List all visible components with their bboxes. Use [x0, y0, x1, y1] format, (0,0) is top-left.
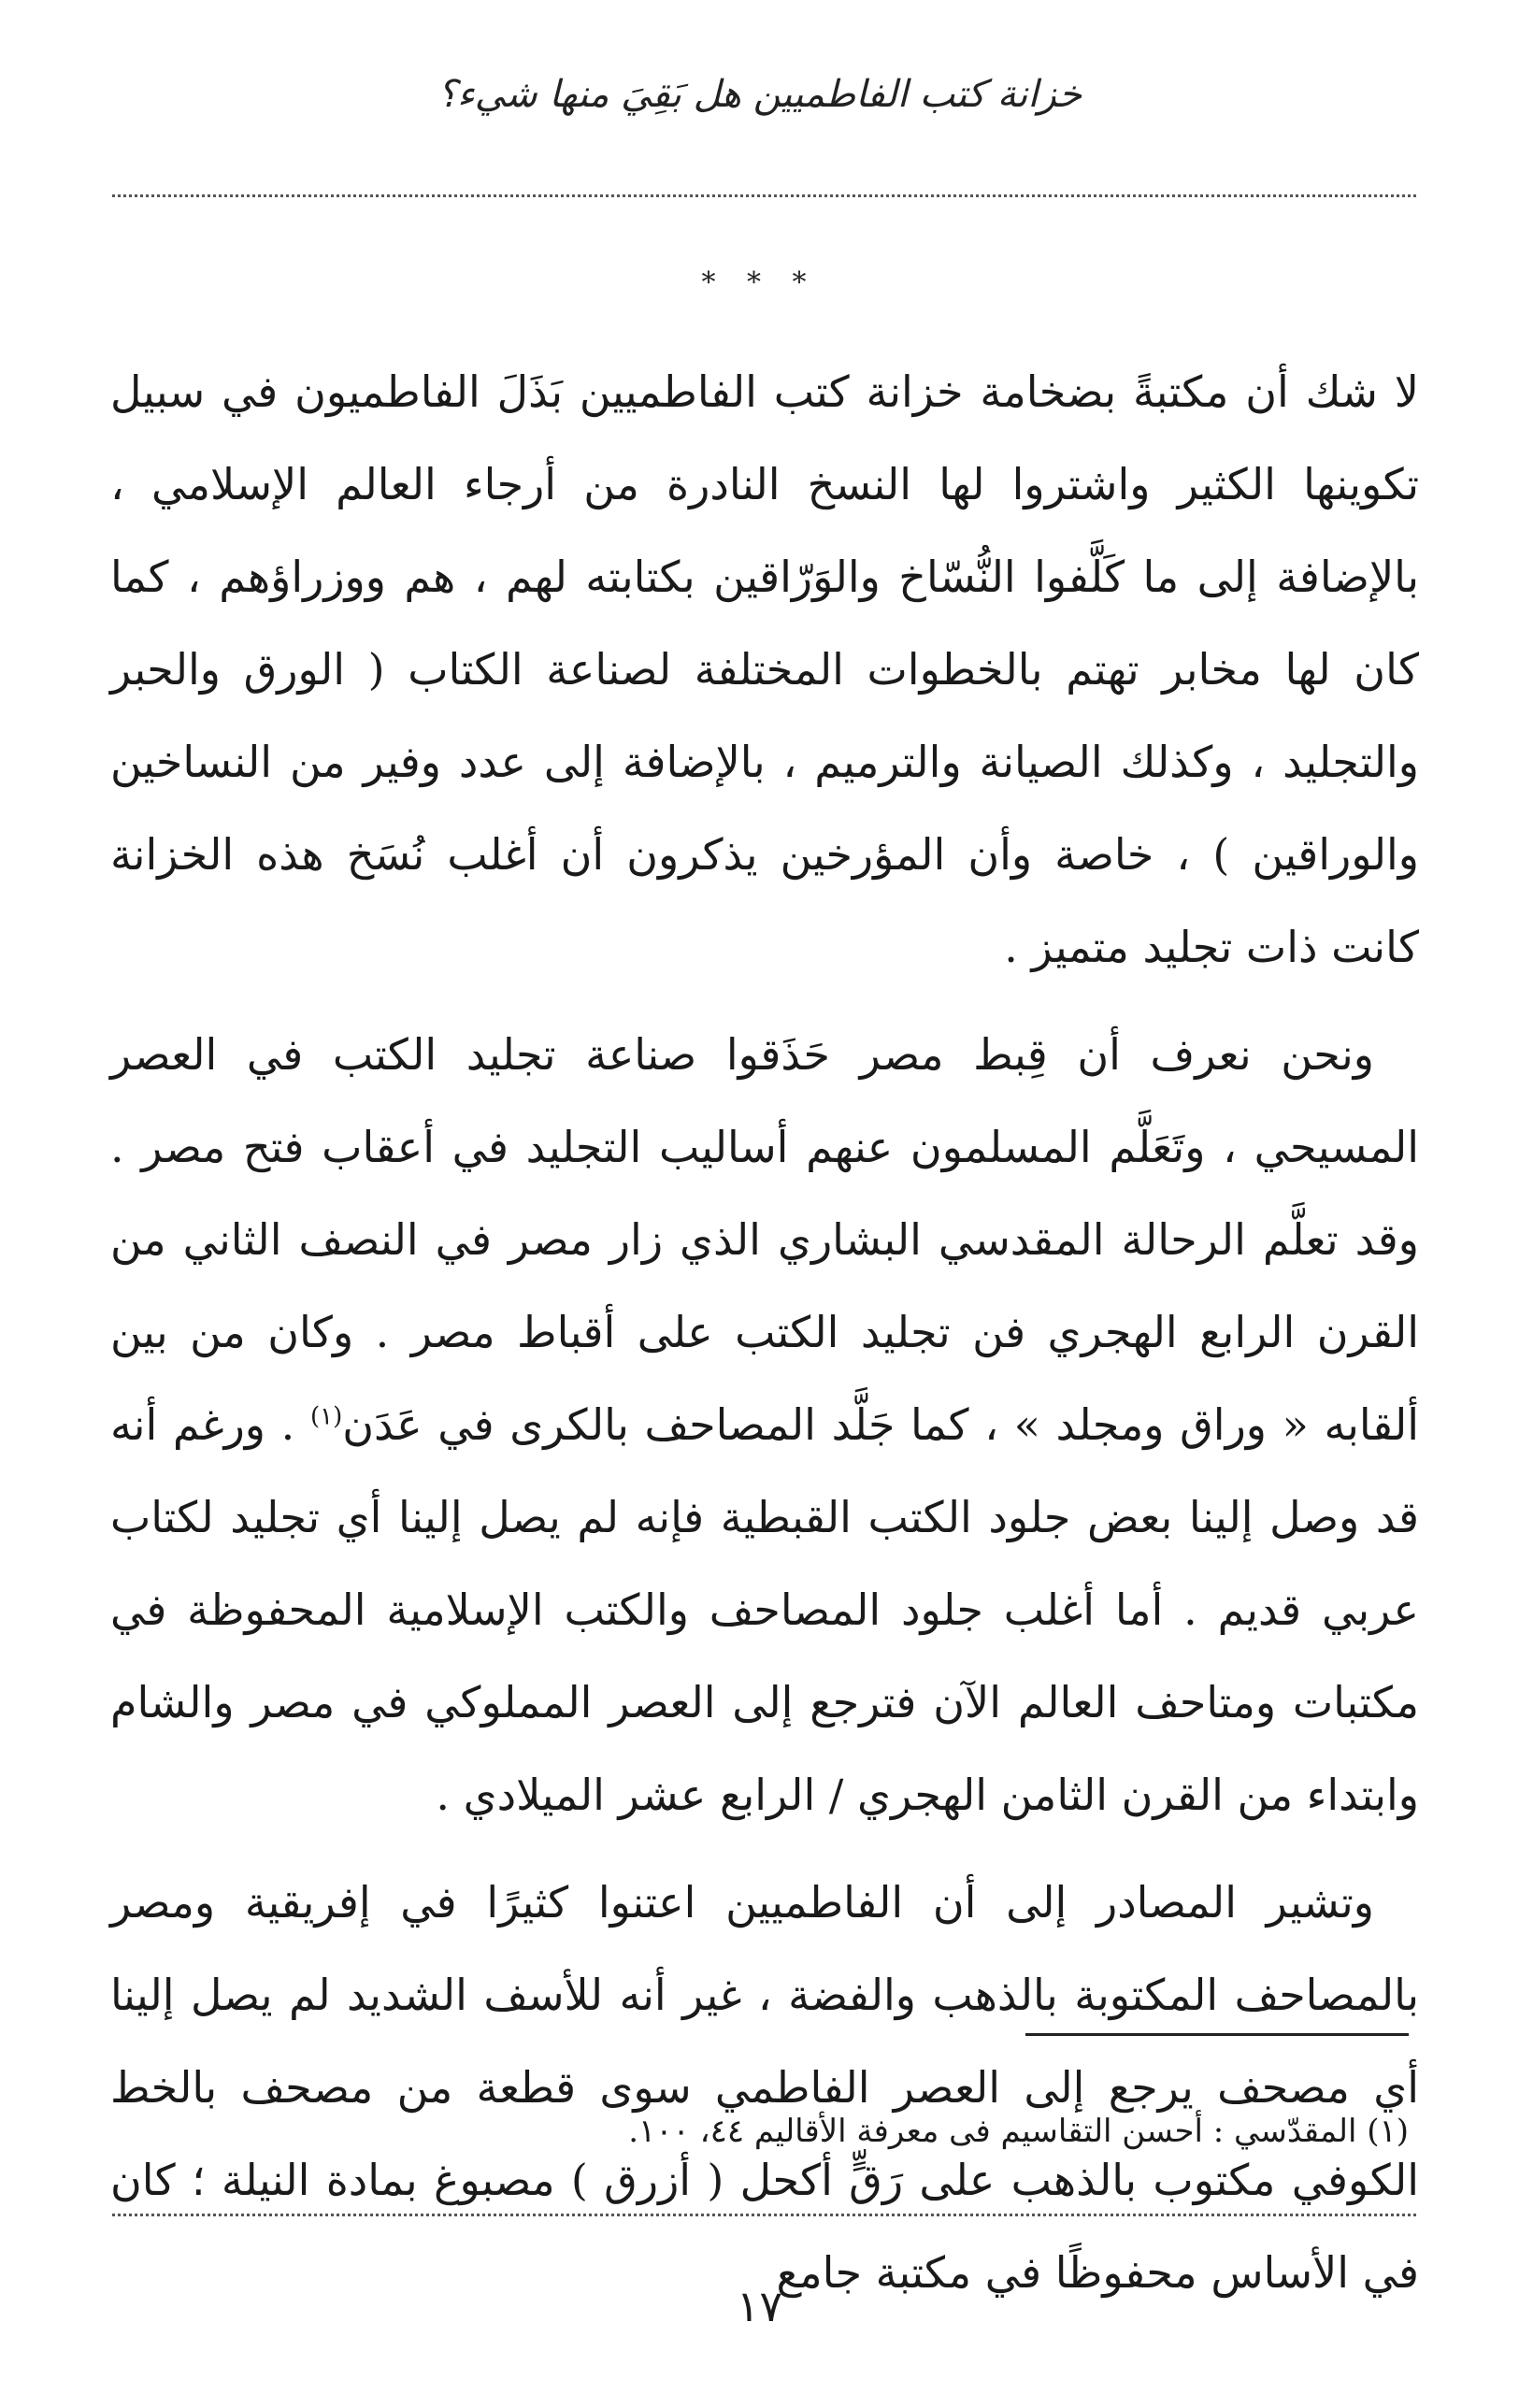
footnote-divider: [1025, 2033, 1409, 2036]
footnote-reference: (١): [309, 1402, 343, 1431]
paragraph-1: لا شك أن مكتبةً بضخامة خزانة كتب الفاطميين بَذَلَ الفاطميون في سبيل تكوينها الكثير واشتروا لها النسخ النادرة من أرجاء العالم الإسلامي ، بالإضافة إلى ما كَلَّفوا النُّسّاخ والوَرّاقين بكتابته لهم ، هم ووزراؤهم ، كما كان لها مخابر تهتم بالخطوات المختلفة لصناعة الكتاب ( الورق والحبر والتجليد ، وكذلك الصيانة والترميم ، بالإضافة إلى عدد وفير من النساخين والوراقين ) ، خاصة وأن المؤرخين يذكرون أن أغلب نُسَخ هذه الخزانة كانت ذات تجليد متميز .: [110, 366, 1419, 972]
page-number: ١٧: [736, 2281, 783, 2331]
paragraph-3: وتشير المصادر إلى أن الفاطميين اعتنوا كثيرًا في إفريقية ومصر بالمصاحف المكتوبة بالذهب والفضة ، غير أنه للأسف الشديد لم يصل إلينا أي مصحف يرجع إلى العصر الفاطمي سوى قطعة من مصحف بالخط الكوفي مكتوب بالذهب على رَقٍّ أكحل ( أزرق ) مصبوغ بمادة النيلة ؛ كان في الأساس محفوظًا في مكتبة جامع: [110, 1877, 1419, 2298]
header-divider: [112, 194, 1416, 197]
footnote: (١) المقدّسي : أحسن التقاسيم فى معرفة الأقاليم ٤٤، ١٠٠.: [628, 2113, 1409, 2150]
footer-divider: [112, 2214, 1416, 2216]
paragraph-2: [110, 1009, 1419, 1842]
section-ornament: * * *: [701, 266, 818, 299]
running-header: خزانة كتب الفاطميين هل بَقِيَ منها شيء؟: [437, 73, 1082, 116]
paragraph-2-part-1: ونحن نعرف أن قِبط مصر حَذَقوا صناعة تجليد الكتب في العصر المسيحي ، وتَعَلَّم المسلمون عنهم أساليب التجليد في أعقاب فتح مصر . وقد تعلَّم الرحالة المقدسي البشاري الذي زار مصر في النصف الثاني من القرن الرابع الهجري فن تجليد الكتب على أقباط مصر . وكان من بين ألقابه « وراق ومجلد » ، كما جَلَّد المصاحف بالكرى في عَدَن: [110, 1029, 1420, 1450]
paragraph-2-part-2: . ورغم أنه قد وصل إلينا بعض جلود الكتب القبطية فإنه لم يصل إلينا أي تجليد لكتاب عربي قديم . أما أغلب جلود المصاحف والكتب الإسلامية المحفوظة في مكتبات ومتاحف العالم الآن فترجع إلى العصر المملوكي في مصر والشام وابتداء من القرن الثامن الهجري / الرابع عشر الميلادي .: [110, 1399, 1419, 1820]
